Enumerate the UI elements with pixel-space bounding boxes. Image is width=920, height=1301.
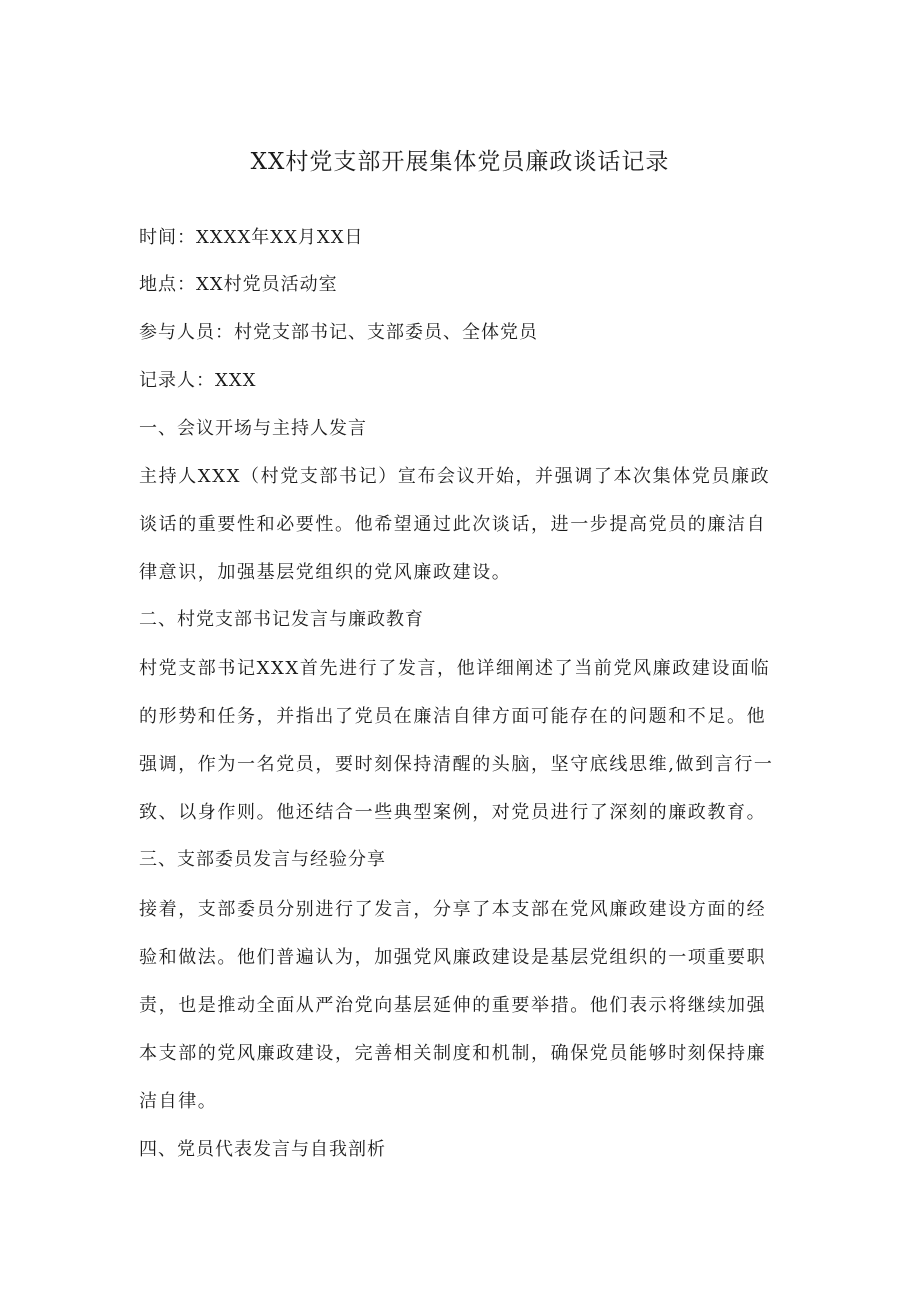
meta-recorder: 记录人：XXX: [139, 370, 257, 391]
section-heading-1: 一、会议开场与主持人发言: [139, 418, 367, 439]
paragraph-line: 责，也是推动全面从严治党向基层延伸的重要举措。他们表示将继续加强: [139, 995, 767, 1016]
section-paragraph-2: [139, 645, 784, 837]
section-paragraph-3: [139, 886, 784, 1126]
paragraph-line: 洁自律。: [139, 1091, 218, 1112]
paragraph-line: 强调，作为一名党员，要时刻保持清醒的头脑，坚守底线思维,做到言行一: [139, 754, 774, 775]
document-title: XX村党支部开展集体党员廉政谈话记录: [250, 149, 670, 175]
section-heading-3: 三、支部委员发言与经验分享: [139, 849, 386, 870]
meta-participants: 参与人员：村党支部书记、支部委员、全体党员: [139, 322, 538, 343]
paragraph-line: 的形势和任务，并指出了党员在廉洁自律方面可能存在的问题和不足。他: [139, 706, 767, 727]
meta-time: 时间：XXXX年XX月XX日: [139, 227, 364, 248]
section-heading-4: 四、党员代表发言与自我剖析: [139, 1139, 386, 1160]
paragraph-line: 接着，支部委员分别进行了发言，分享了本支部在党风廉政建设方面的经: [139, 899, 767, 920]
section-heading-2: 二、村党支部书记发言与廉政教育: [139, 609, 424, 630]
paragraph-line: 主持人XXX（村党支部书记）宣布会议开始，并强调了本次集体党员廉政: [139, 466, 771, 487]
paragraph-line: 致、以身作则。他还结合一些典型案例，对党员进行了深刻的廉政教育。: [139, 802, 767, 823]
section-paragraph-1: [139, 453, 784, 597]
paragraph-line: 谈话的重要性和必要性。他希望通过此次谈话，进一步提高党员的廉洁自: [139, 514, 767, 535]
paragraph-line: 律意识，加强基层党组织的党风廉政建设。: [139, 562, 512, 583]
paragraph-line: 村党支部书记XXX首先进行了发言，他详细阐述了当前党风廉政建设面临: [139, 658, 771, 679]
paragraph-line: 验和做法。他们普遍认为，加强党风廉政建设是基层党组织的一项重要职: [139, 947, 767, 968]
meta-place: 地点：XX村党员活动室: [139, 274, 338, 295]
paragraph-line: 本支部的党风廉政建设，完善相关制度和机制，确保党员能够时刻保持廉: [139, 1043, 767, 1064]
